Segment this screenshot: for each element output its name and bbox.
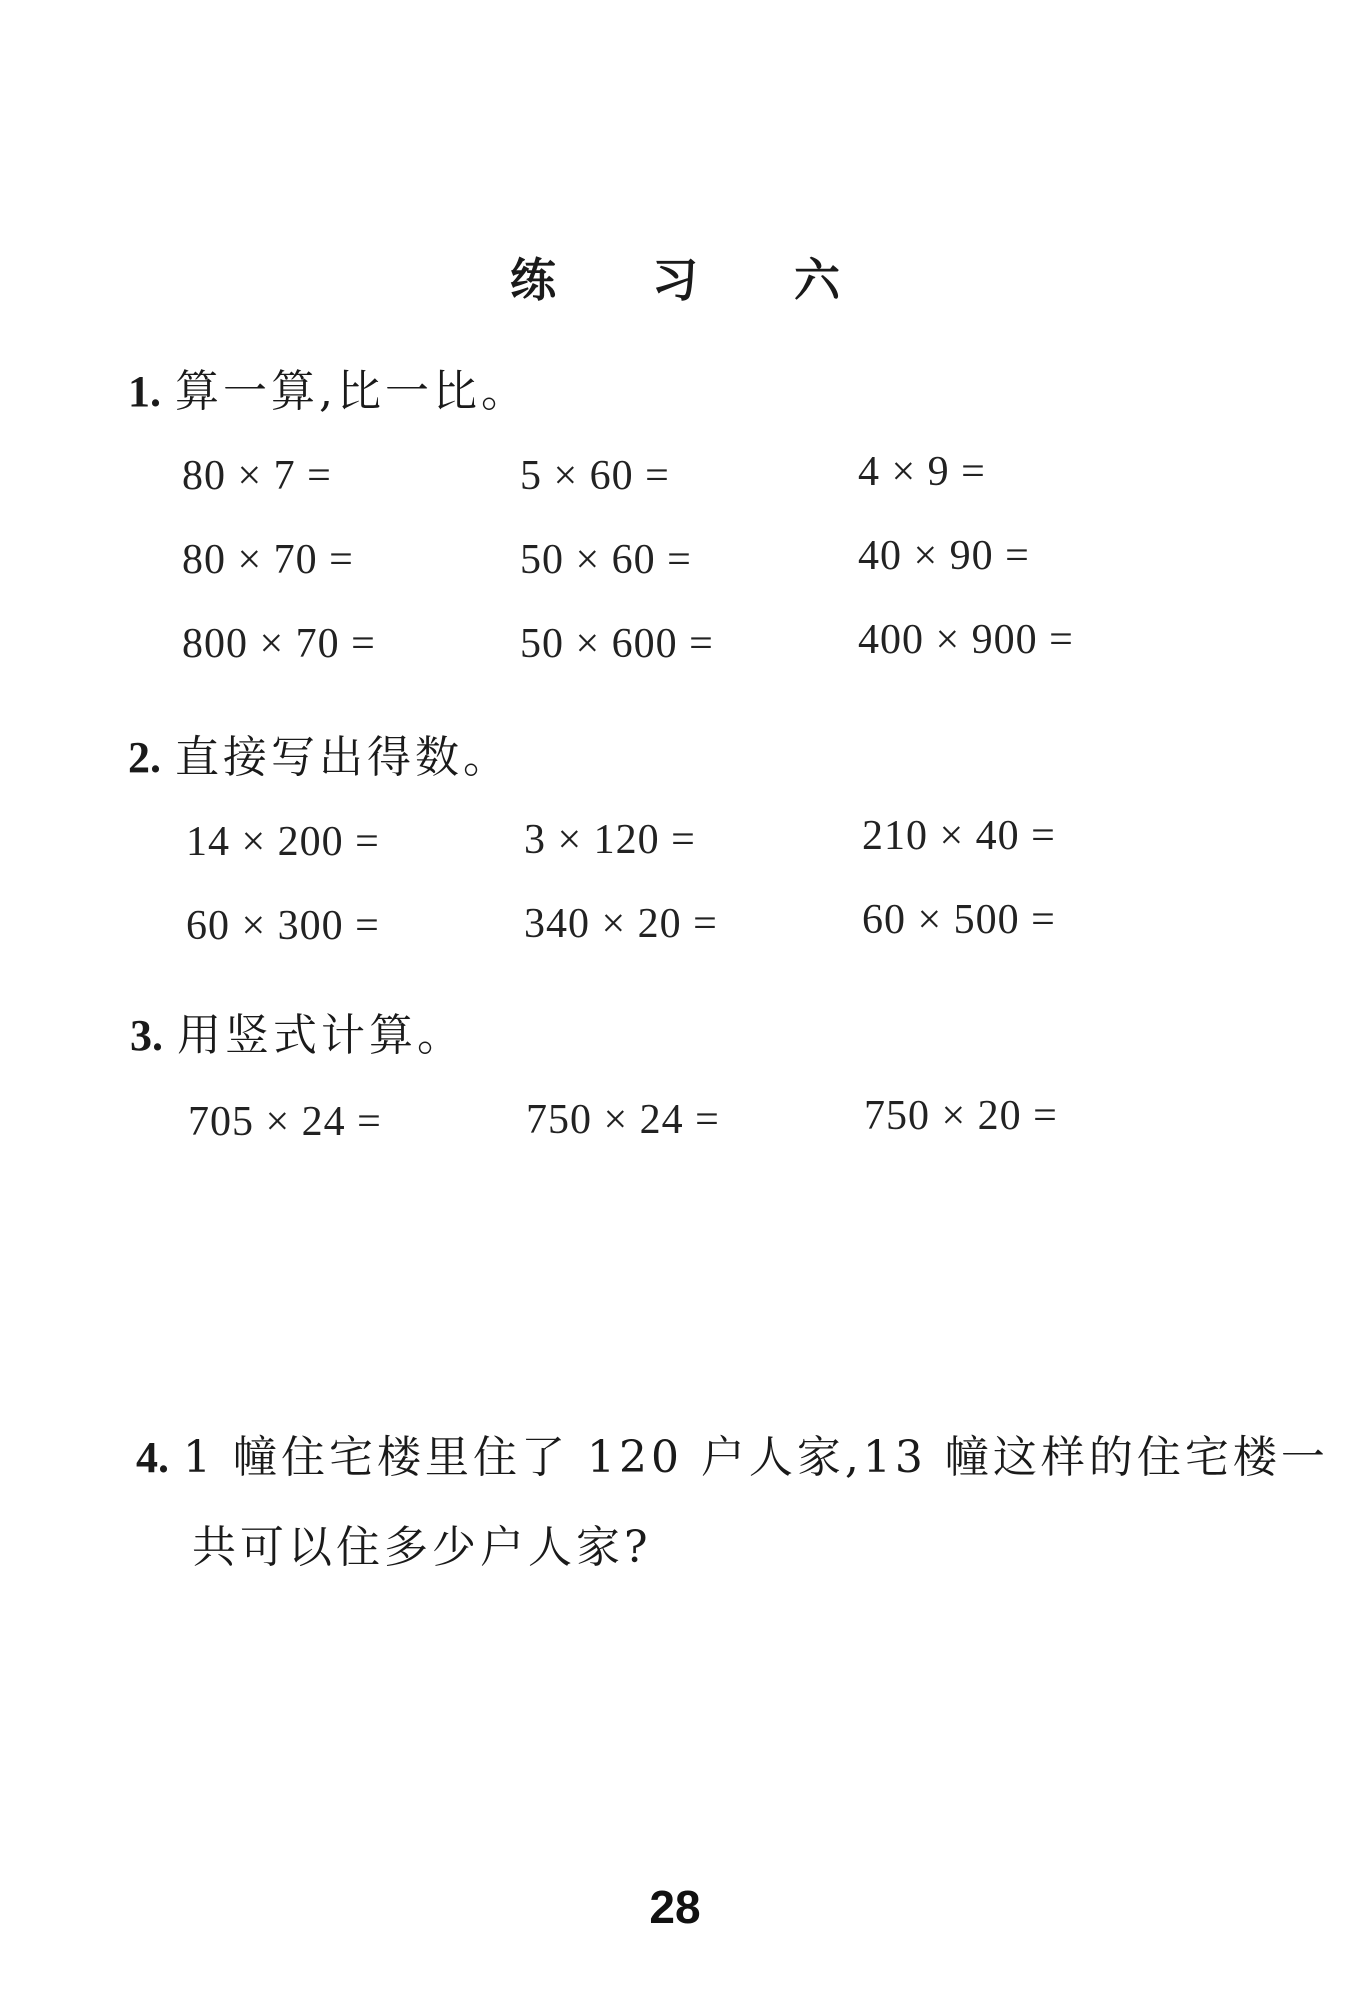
page-number: 28	[649, 1881, 701, 1933]
q1-expression: 80 × 7 =	[182, 453, 332, 499]
q3-expression: 750 × 20 =	[864, 1093, 1058, 1139]
question-1-heading	[128, 362, 529, 422]
q2-expression: 210 × 40 =	[862, 813, 1056, 859]
question-4-line-1	[136, 1428, 1329, 1488]
q1-expression: 50 × 60 =	[520, 537, 692, 583]
question-3-text: 用竖式计算。	[177, 1010, 465, 1061]
question-4-text-line-2: 共可以住多少户人家?	[192, 1522, 652, 1573]
q2-expression: 60 × 500 =	[862, 897, 1056, 943]
q2-expression: 3 × 120 =	[524, 817, 696, 863]
question-4-number: 4.	[136, 1433, 169, 1482]
q3-expression: 750 × 24 =	[526, 1097, 720, 1143]
page-title: 练 习 六	[509, 253, 881, 307]
q2-expression: 340 × 20 =	[524, 901, 718, 947]
q1-expression: 5 × 60 =	[520, 453, 670, 499]
q1-expression: 800 × 70 =	[182, 621, 376, 667]
question-1-number: 1.	[128, 367, 161, 416]
question-4-text-line-1: 1 幢住宅楼里住了 120 户人家,13 幢这样的住宅楼一	[183, 1432, 1329, 1483]
q2-expression: 14 × 200 =	[186, 819, 380, 865]
q1-expression: 4 × 9 =	[858, 449, 986, 495]
question-1-text: 算一算,比一比。	[175, 366, 529, 417]
question-2-heading	[128, 728, 511, 788]
q1-expression: 400 × 900 =	[858, 617, 1074, 663]
question-3-number: 3.	[130, 1011, 163, 1060]
q2-expression: 60 × 300 =	[186, 903, 380, 949]
question-2-text: 直接写出得数。	[175, 732, 511, 783]
question-3-heading	[130, 1006, 465, 1066]
q1-expression: 80 × 70 =	[182, 537, 354, 583]
q1-expression: 40 × 90 =	[858, 533, 1030, 579]
q3-expression: 705 × 24 =	[188, 1099, 382, 1145]
q1-expression: 50 × 600 =	[520, 621, 714, 667]
question-2-number: 2.	[128, 733, 161, 782]
